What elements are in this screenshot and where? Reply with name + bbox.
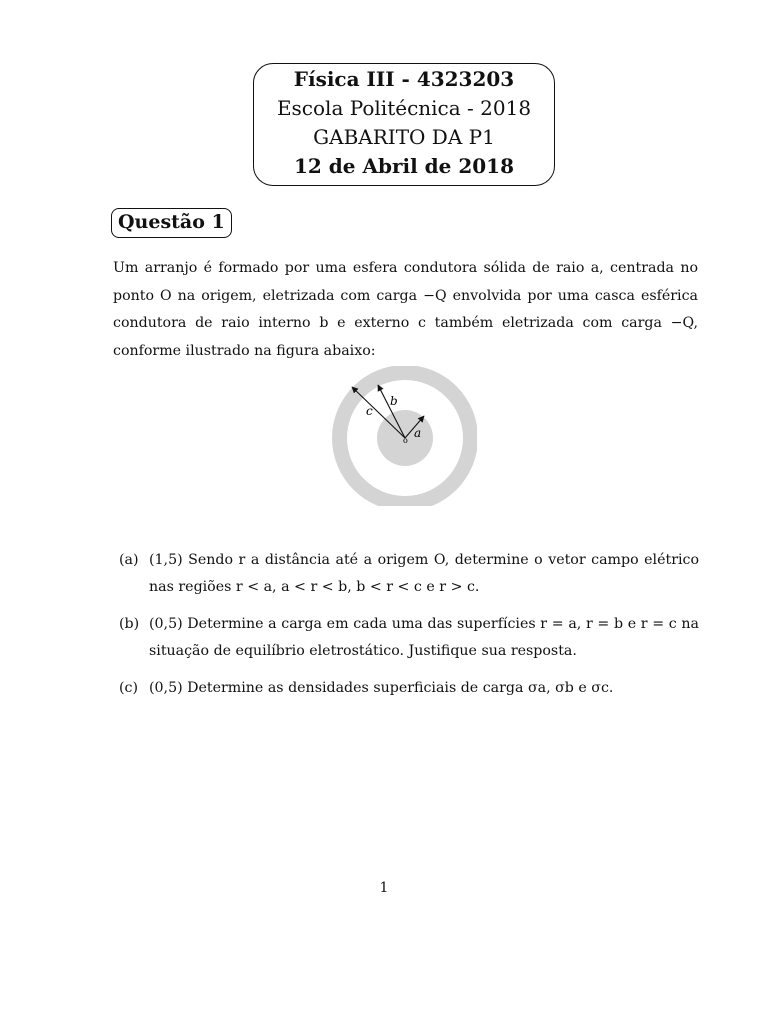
label-origin: o xyxy=(403,436,408,445)
item-a xyxy=(119,547,699,601)
concentric-spheres-figure xyxy=(331,366,477,506)
header-box xyxy=(253,63,555,186)
exam-date: 12 de Abril de 2018 xyxy=(294,154,514,178)
item-a-text: (1,5) Sendo r a distância até a origem O, determine o vetor campo elétrico nas regiões r < a, a < r < b, b < r < c e r > c. xyxy=(149,552,699,595)
item-b-text: (0,5) Determine a carga em cada uma das superfícies r = a, r = b e r = c na situação de equilíbrio eletrostático. Justifique sua resposta. xyxy=(149,616,699,659)
question-title: Questão 1 xyxy=(111,208,232,238)
question-items xyxy=(119,547,699,712)
item-c xyxy=(119,675,699,702)
label-c: c xyxy=(366,404,373,418)
item-c-text: (0,5) Determine as densidades superficiais de carga σa, σb e σc. xyxy=(149,680,614,696)
item-c-letter: (c) xyxy=(119,680,139,696)
item-b-letter: (b) xyxy=(119,616,140,632)
course-title: Física III - 4323203 xyxy=(293,67,515,91)
figure-svg xyxy=(331,366,477,506)
label-a: a xyxy=(414,426,422,440)
exam-title: GABARITO DA P1 xyxy=(313,125,495,149)
page-number: 1 xyxy=(379,880,389,896)
item-a-letter: (a) xyxy=(119,552,139,568)
school-name: Escola Politécnica - 2018 xyxy=(276,96,532,120)
label-b: b xyxy=(390,394,398,408)
question-intro: Um arranjo é formado por uma esfera condutora sólida de raio a, centrada no ponto O na origem, eletrizada com carga −Q envolvida por uma casca esférica condutora de raio interno b e externo c também eletrizada com carga −Q, conforme ilustrado na figura abaixo: xyxy=(113,260,698,359)
item-b xyxy=(119,611,699,665)
